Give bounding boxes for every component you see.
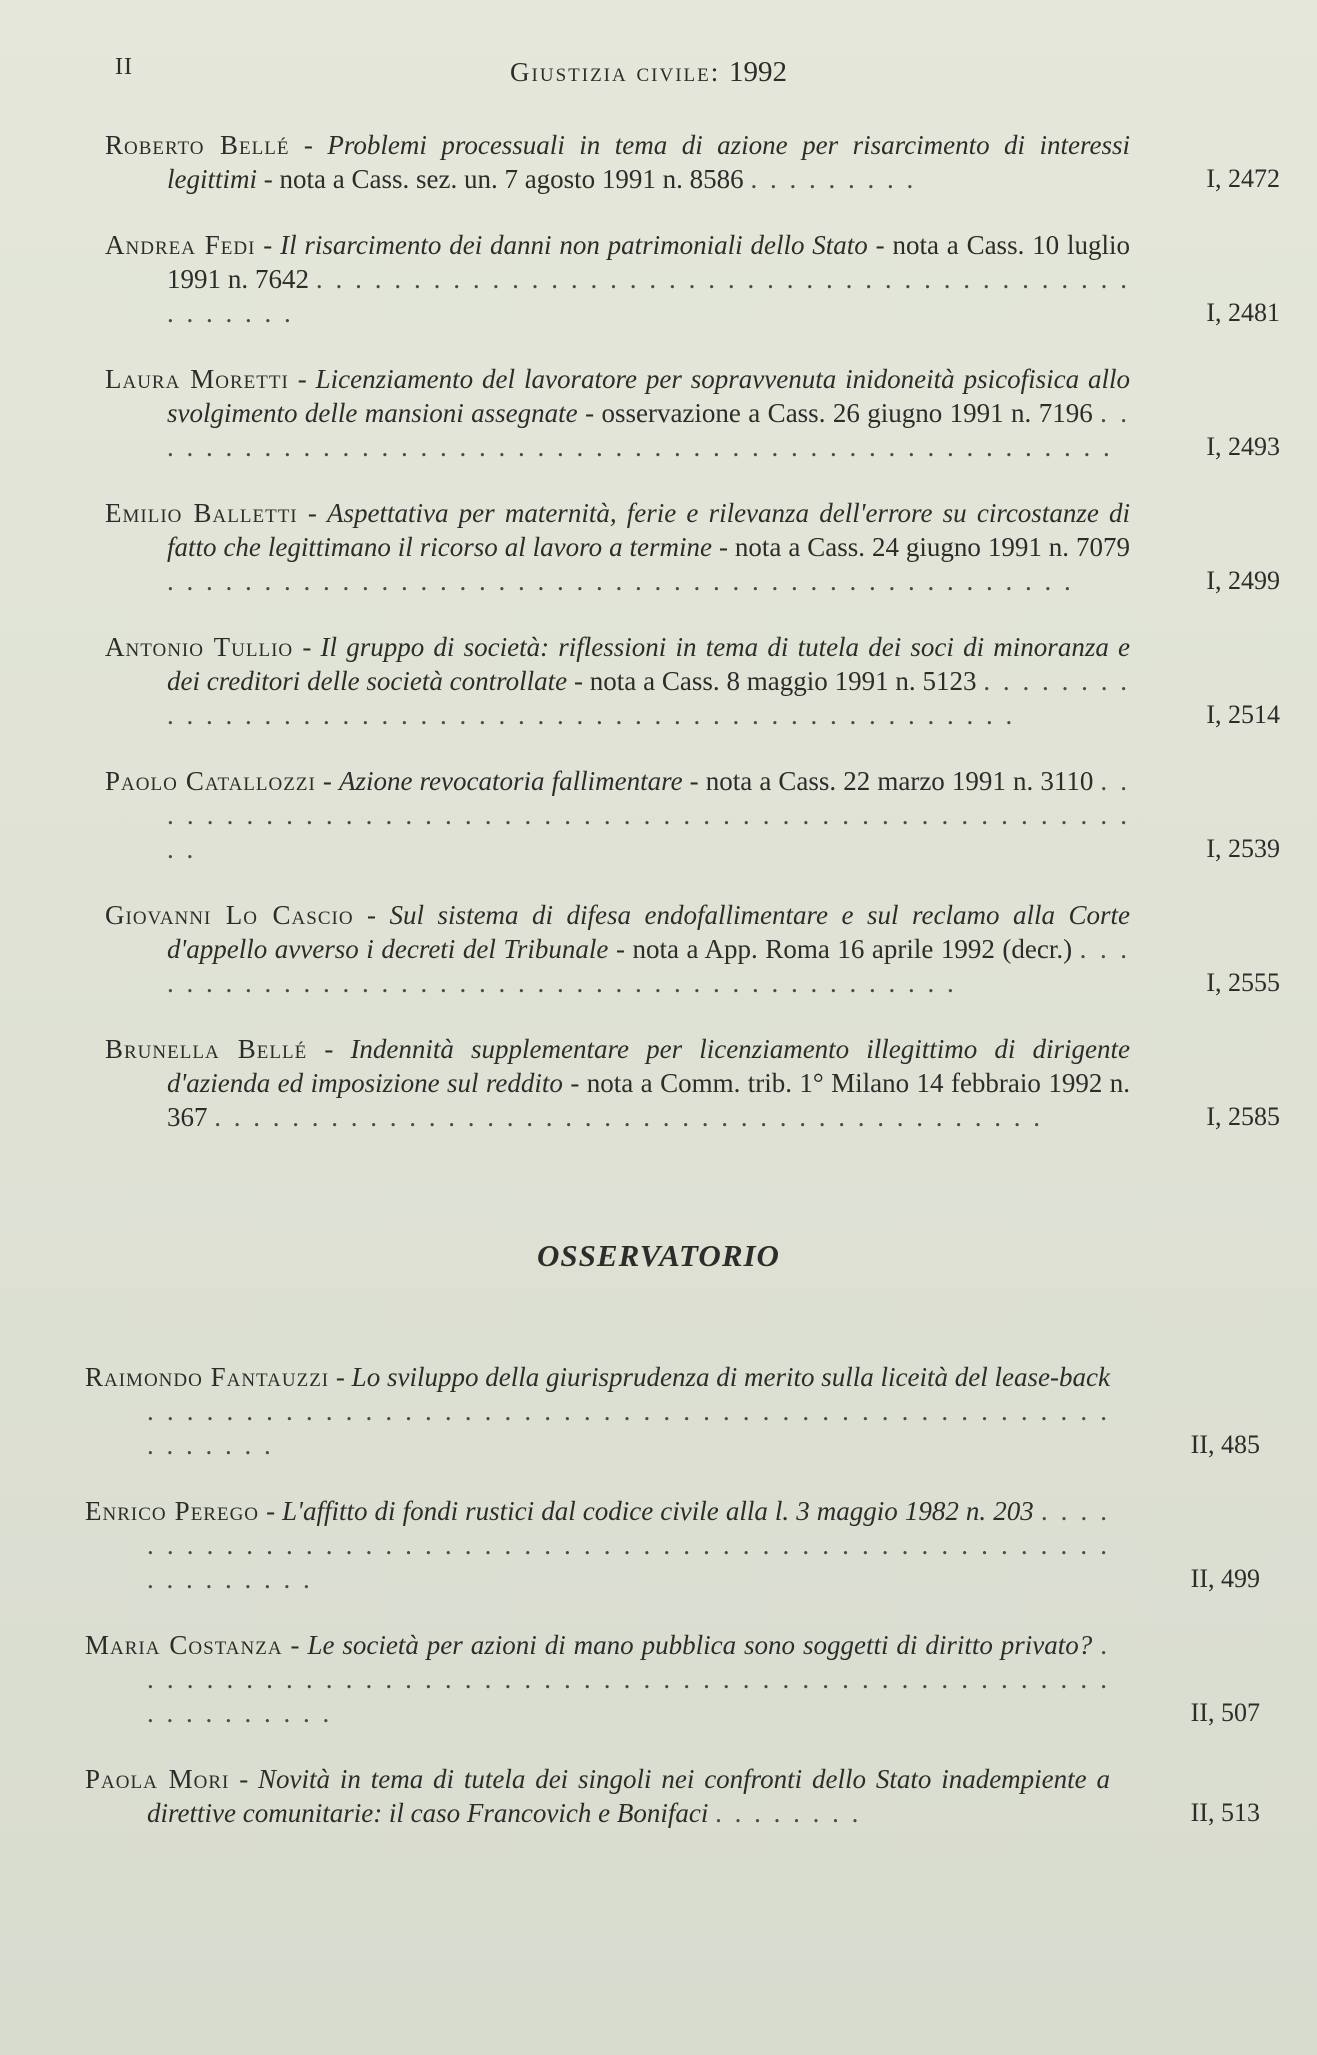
entry-author: Paola Mori [85, 1764, 230, 1794]
entry-title: Azione revocatoria fallimentare [338, 766, 683, 796]
entry-author: Giovanni Lo Cascio [105, 900, 354, 930]
dot-leader: . . . . . . . . [715, 1798, 862, 1828]
dot-leader: . . . . . . . . . . . . . . . . . . . . . . . . . . . . . . . . . . . . . . . . . . . . . . . . . . . [167, 398, 1131, 462]
osservatorio-list [85, 1360, 1270, 1862]
entry-page-ref: II, 485 [1190, 1430, 1260, 1459]
entry-note: - nota a App. Roma 16 aprile 1992 (decr.) [615, 934, 1073, 964]
toc-entry: Antonio Tullio - Il gruppo di società: riflessioni in tema di tutela dei soci di minoranza e dei creditori delle società controllate - nota a Cass. 8 maggio 1991 n. 5123 . . . . . . . . . . . . . . . . . . . . . . . . . . . . . . . . . . . . . . . . . . . . . . . . . . . . I, 2514 [105, 632, 1280, 730]
dot-leader: . . . . . . . . . . . . . . . . . . . . . . . . . . . . . . . . . . . . . . . . . . . . . . . . . . . . [167, 666, 1131, 730]
dot-leader: . . . . . . . . . . . . . . . . . . . . . . . . . . . . . . . . . . . . . . . . . . . . . . . . . . . . . . . . [147, 1396, 1110, 1460]
entry-title: Lo sviluppo della giurisprudenza di merito sulla liceità del lease-back [351, 1362, 1110, 1392]
section-heading: OSSERVATORIO [537, 1238, 780, 1273]
entry-author: Roberto Bellé [105, 130, 290, 160]
entry-title: Le società per azioni di mano pubblica sono soggetti di diritto privato? [307, 1630, 1093, 1660]
toc-entry: Raimondo Fantauzzi - Lo sviluppo della giurisprudenza di merito sulla liceità del lease-back . . . . . . . . . . . . . . . . . . . . . . . . . . . . . . . . . . . . . . . . . . . . . . . . . . . . . . . . II, 485 [85, 1362, 1260, 1460]
entry-note: - nota a Cass. 22 marzo 1991 n. 3110 [689, 766, 1094, 796]
entry-page-ref: I, 2493 [1206, 432, 1280, 461]
entry-author: Raimondo Fantauzzi [85, 1362, 330, 1392]
toc-entry: Brunella Bellé - Indennità supplementare per licenziamento illegittimo di dirigente d'azienda ed imposizione sul reddito - nota a Comm. trib. 1° Milano 14 febbraio 1992 n. 367 . . . . . . . . . . . . . . . . . . . . . . . . . . . . . . . . . . . . . . . . . . . I, 2585 [105, 1034, 1280, 1132]
entry-page-ref: I, 2539 [1206, 834, 1280, 863]
toc-entry: Andrea Fedi - Il risarcimento dei danni non patrimoniali dello Stato - nota a Cass. 10 luglio 1991 n. 7642 . . . . . . . . . . . . . . . . . . . . . . . . . . . . . . . . . . . . . . . . . . . . . . . . . I, 2481 [105, 230, 1280, 328]
entry-page-ref: I, 2555 [1206, 968, 1280, 997]
entry-page-ref: I, 2585 [1206, 1102, 1280, 1131]
entry-title: Novità in tema di tutela dei singoli nei confronti dello Stato inadempiente a direttive comunitarie: il caso Francovich e Bonifaci [147, 1764, 1110, 1828]
journal-year: 1992 [728, 56, 787, 88]
entry-author: Maria Costanza [85, 1630, 283, 1660]
toc-entry: Enrico Perego - L'affitto di fondi rustici dal codice civile alla l. 3 maggio 1982 n. 203 . . . . . . . . . . . . . . . . . . . . . . . . . . . . . . . . . . . . . . . . . . . . . . . . . . . . . . . . . . . . . . II, 499 [85, 1496, 1260, 1594]
toc-entry: Emilio Balletti - Aspettativa per maternità, ferie e rilevanza dell'errore su circostanze di fatto che legittimano il ricorso al lavoro a termine - nota a Cass. 24 giugno 1991 n. 7079 . . . . . . . . . . . . . . . . . . . . . . . . . . . . . . . . . . . . . . . . . . . . . . . I, 2499 [105, 498, 1280, 596]
entry-author: Paolo Catallozzi [105, 766, 316, 796]
entry-note: - nota a Cass. 24 giugno 1991 n. 7079 [718, 532, 1130, 562]
entry-title: Problemi processuali in tema di azione per risarcimento di interessi legittimi [167, 130, 1130, 194]
entry-note: - nota a Comm. trib. 1° Milano 14 febbraio 1992 n. 367 [167, 1068, 1130, 1132]
entry-title: L'affitto di fondi rustici dal codice civile alla l. 3 maggio 1982 n. 203 [282, 1496, 1034, 1526]
entry-title: Sul sistema di difesa endofallimentare e sul reclamo alla Corte d'appello avverso i decreti del Tribunale [167, 900, 1130, 964]
running-title [110, 56, 1187, 89]
entry-page-ref: I, 2514 [1206, 700, 1280, 729]
dot-leader: . . . . . . . . . [750, 164, 917, 194]
entry-title: Licenziamento del lavoratore per sopravvenuta inidoneità psicofisica allo svolgimento delle mansioni assegnate [167, 364, 1130, 428]
entry-author: Antonio Tullio [105, 632, 294, 662]
entry-title: Aspettativa per maternità, ferie e rilevanza dell'errore su circostanze di fatto che legittimano il ricorso al lavoro a termine [167, 498, 1130, 562]
page-header [110, 50, 1187, 100]
entry-title: Il gruppo di società: riflessioni in tema di tutela dei soci di minoranza e dei creditori delle società controllate [167, 632, 1130, 696]
entry-note: - nota a Cass. sez. un. 7 agosto 1991 n. 8586 [263, 164, 744, 194]
toc-entry: Paolo Catallozzi - Azione revocatoria fallimentare - nota a Cass. 22 marzo 1991 n. 3110 . . . . . . . . . . . . . . . . . . . . . . . . . . . . . . . . . . . . . . . . . . . . . . . . . . . . . I, 2539 [105, 766, 1280, 864]
dot-leader: . . . . . . . . . . . . . . . . . . . . . . . . . . . . . . . . . . . . . . . . . . . . . . . [167, 566, 1074, 596]
dot-leader: . . . . . . . . . . . . . . . . . . . . . . . . . . . . . . . . . . . . . . . . . . . . . . . . . . . . . . . . . . . . [147, 1630, 1110, 1728]
entry-author: Brunella Bellé [105, 1034, 308, 1064]
entry-page-ref: I, 2499 [1206, 566, 1280, 595]
dot-leader: . . . . . . . . . . . . . . . . . . . . . . . . . . . . . . . . . . . . . . . . . . . . . . . . . . . . . . . . . . . . . . [147, 1496, 1111, 1594]
entry-author: Laura Moretti [105, 364, 289, 394]
entry-note: - osservazione a Cass. 26 giugno 1991 n. 7196 [585, 398, 1093, 428]
entry-author: Enrico Perego [85, 1496, 260, 1526]
entry-title: Indennità supplementare per licenziamento illegittimo di dirigente d'azienda ed imposizione sul reddito [167, 1034, 1130, 1098]
entries-list [105, 128, 1280, 1166]
dot-leader: . . . . . . . . . . . . . . . . . . . . . . . . . . . . . . . . . . . . . . . . . . . . . . . . . [167, 264, 1131, 328]
entry-page-ref: I, 2481 [1206, 298, 1280, 327]
dot-leader: . . . . . . . . . . . . . . . . . . . . . . . . . . . . . . . . . . . . . . . . . . . [214, 1102, 1043, 1132]
entry-note: - nota a Cass. 10 luglio 1991 n. 7642 [167, 230, 1130, 294]
dot-leader: . . . . . . . . . . . . . . . . . . . . . . . . . . . . . . . . . . . . . . . . . . . . [167, 934, 1130, 998]
entry-author: Emilio Balletti [105, 498, 298, 528]
entry-author: Andrea Fedi [105, 230, 256, 260]
entry-note: - nota a Cass. 8 maggio 1991 n. 5123 [574, 666, 977, 696]
journal-title: Giustizia civile: [510, 57, 721, 87]
entry-page-ref: II, 513 [1190, 1798, 1260, 1827]
entry-page-ref: I, 2472 [1206, 164, 1280, 193]
toc-entry: Paola Mori - Novità in tema di tutela dei singoli nei confronti dello Stato inadempiente a direttive comunitarie: il caso Francovich e Bonifaci . . . . . . . . II, 513 [85, 1764, 1260, 1828]
dot-leader: . . . . . . . . . . . . . . . . . . . . . . . . . . . . . . . . . . . . . . . . . . . . . . . . . . . . . [167, 766, 1131, 864]
page-number: II [115, 54, 133, 80]
toc-entry: Giovanni Lo Cascio - Sul sistema di difesa endofallimentare e sul reclamo alla Corte d'appello avverso i decreti del Tribunale - nota a App. Roma 16 aprile 1992 (decr.) . . . . . . . . . . . . . . . . . . . . . . . . . . . . . . . . . . . . . . . . . . . . I, 2555 [105, 900, 1280, 998]
entry-page-ref: II, 499 [1190, 1564, 1260, 1593]
toc-entry: Roberto Bellé - Problemi processuali in tema di azione per risarcimento di interessi legittimi - nota a Cass. sez. un. 7 agosto 1991 n. 8586 . . . . . . . . . I, 2472 [105, 130, 1280, 194]
toc-entry: Maria Costanza - Le società per azioni di mano pubblica sono soggetti di diritto privato? . . . . . . . . . . . . . . . . . . . . . . . . . . . . . . . . . . . . . . . . . . . . . . . . . . . . . . . . . . . . II, 507 [85, 1630, 1260, 1728]
entry-page-ref: II, 507 [1190, 1698, 1260, 1727]
toc-entry: Laura Moretti - Licenziamento del lavoratore per sopravvenuta inidoneità psicofisica allo svolgimento delle mansioni assegnate - osservazione a Cass. 26 giugno 1991 n. 7196 . . . . . . . . . . . . . . . . . . . . . . . . . . . . . . . . . . . . . . . . . . . . . . . . . . . I, 2493 [105, 364, 1280, 462]
entry-title: Il risarcimento dei danni non patrimoniali dello Stato [280, 230, 868, 260]
